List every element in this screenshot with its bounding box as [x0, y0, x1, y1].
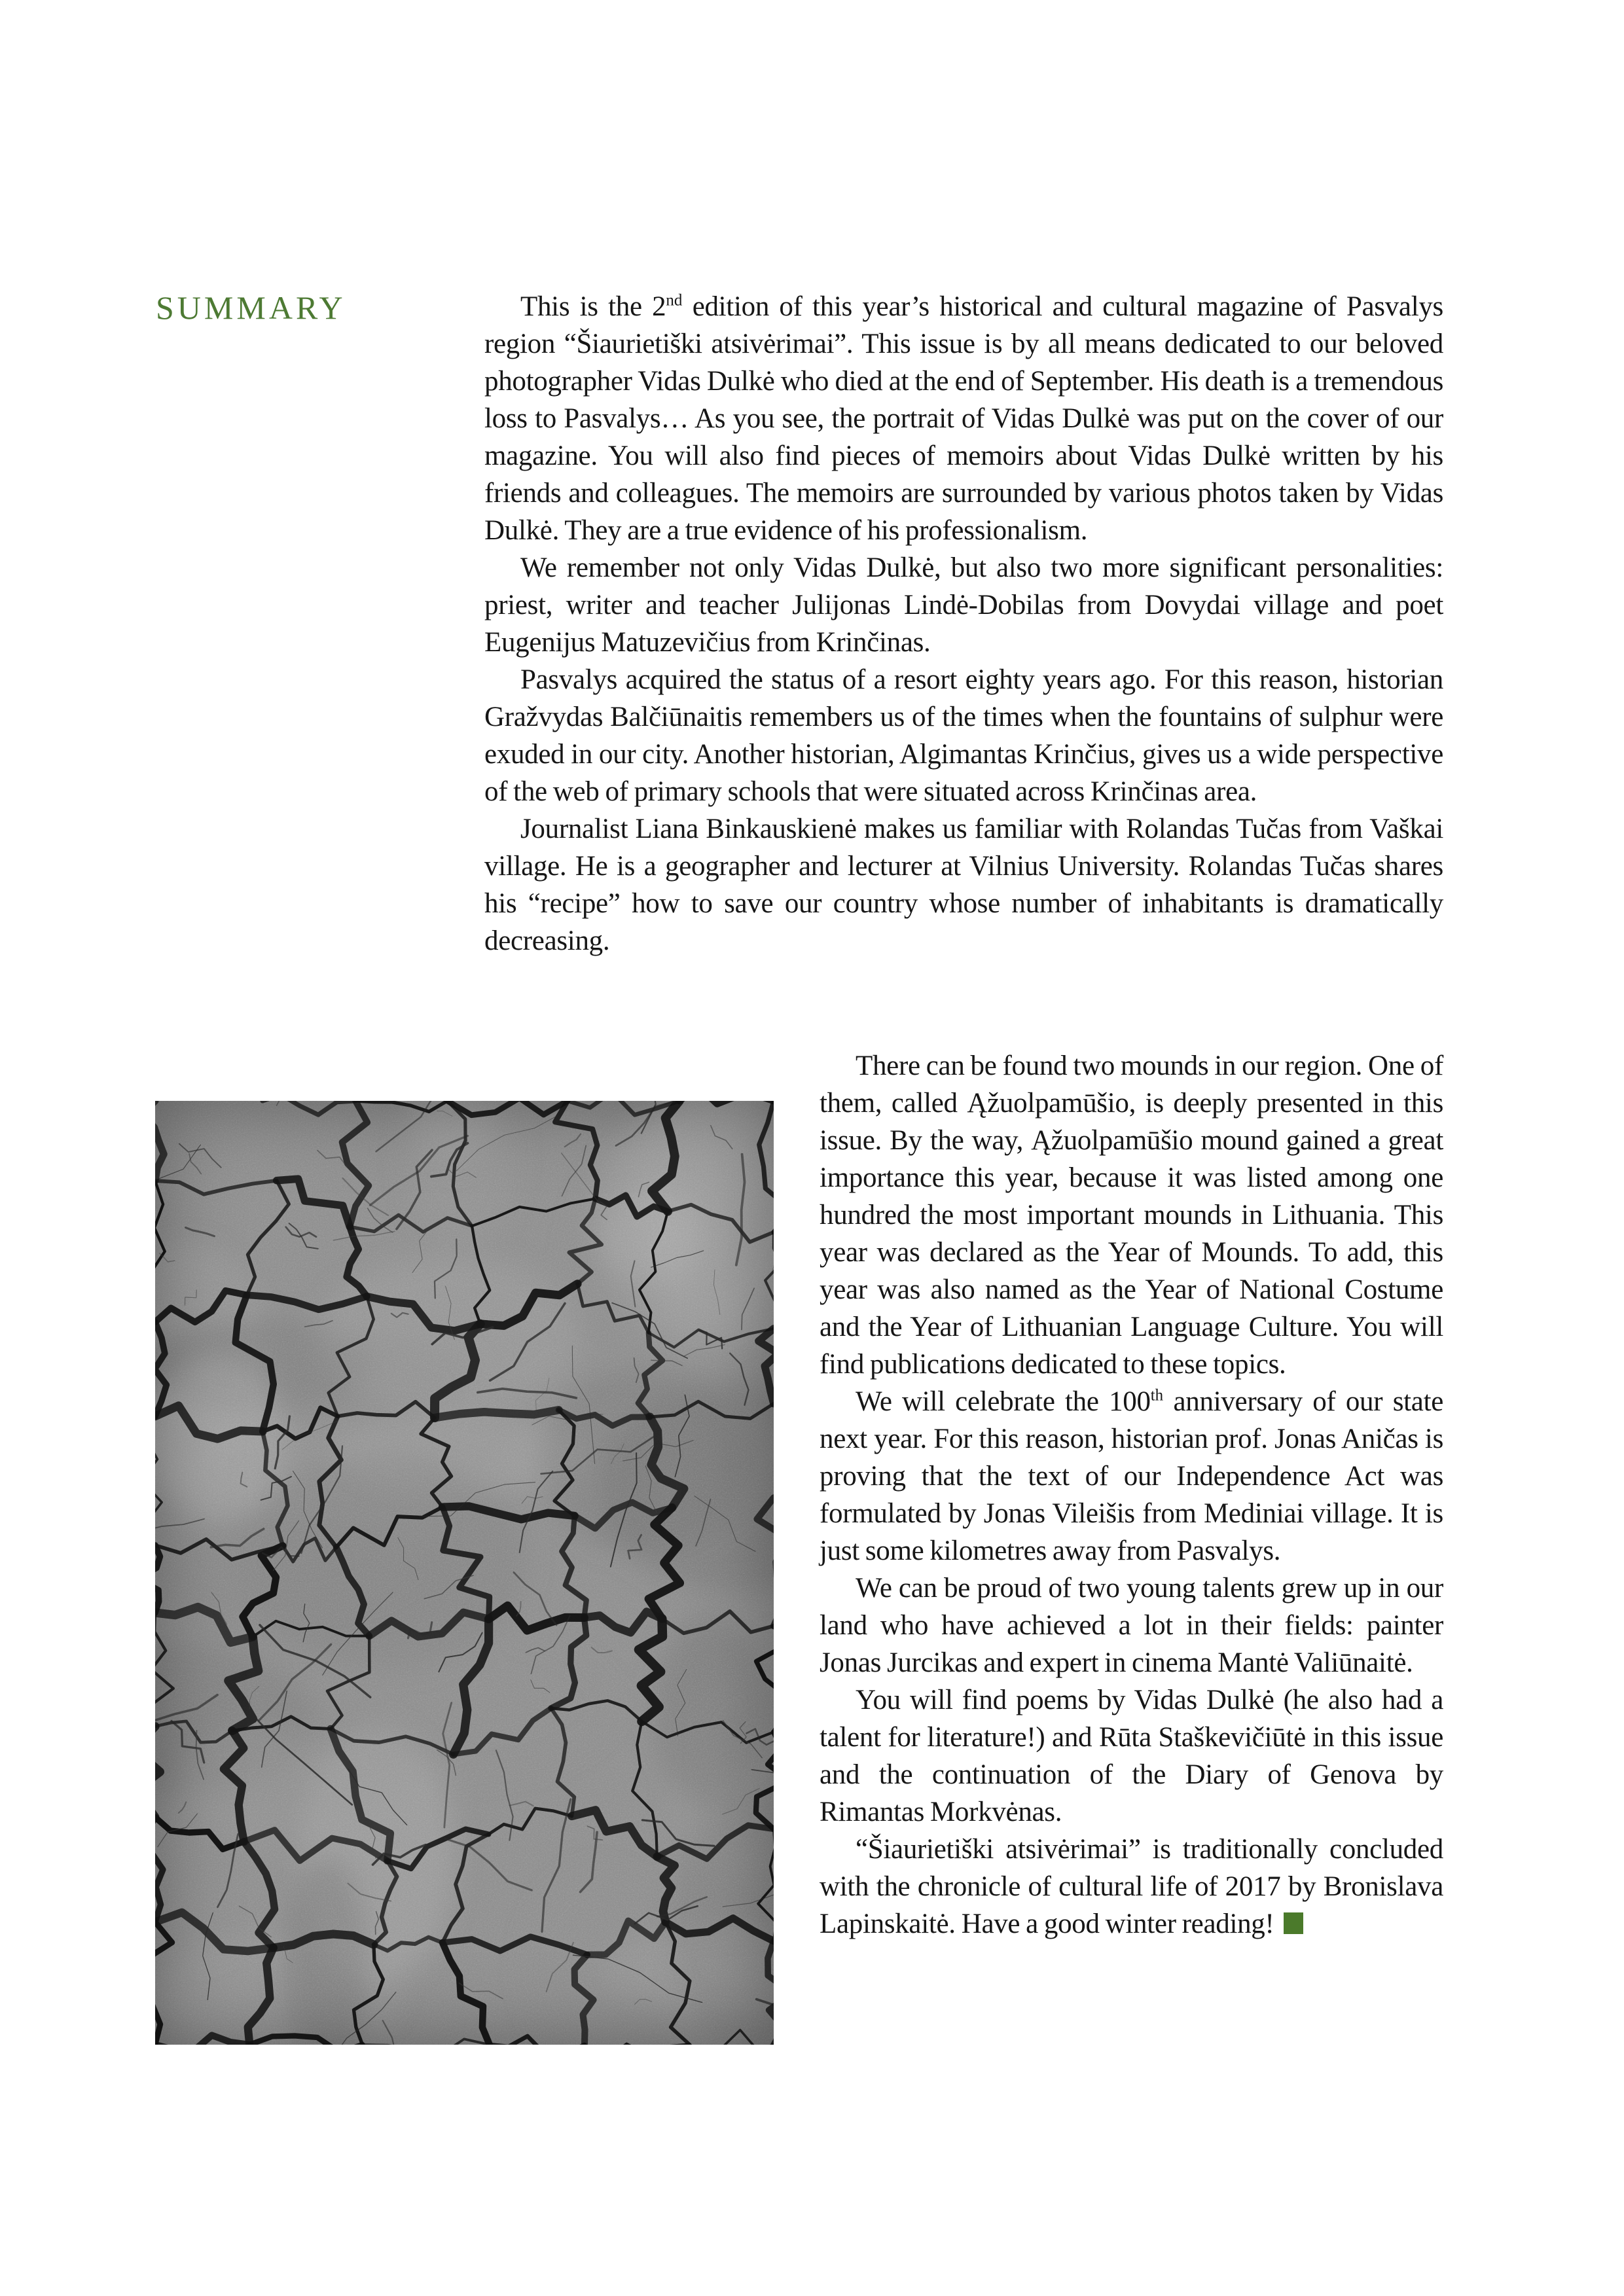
end-mark-square [1284, 1912, 1303, 1934]
article-side-column [820, 1047, 1443, 1943]
superscript-ordinal: th [1150, 1386, 1164, 1405]
text-run: “Šiaurietiški atsivėrimai” is traditionally concluded with the chronicle of cultural life of 2017 by Bronislava Lapinskaitė. Have a good winter reading! [820, 1834, 1443, 1939]
paragraph-2: We remember not only Vidas Dulkė, but also two more significant personalities: priest, writer and teacher Julijonas Lindė-Dobilas from Dovydai village and poet Eugenijus Matuzevičius from Krinčinas. [484, 552, 1443, 658]
paragraph-7: We can be proud of two young talents grew up in our land who have achieved a lot in their fields: painter Jonas Jurcikas and expert in cinema Mantė Valiūnaitė. [820, 1573, 1443, 1678]
cracked-earth-photo [155, 1101, 774, 2045]
text-run: edition of this year’s historical and cultural magazine of Pasvalys region “Šiaurietiški atsivėrimai”. This issue is by all means dedicated to our beloved photographer Vidas Dulkė who died at the end of September. His death is a tremendous loss to Pasvalys… As you see, the portrait of Vidas Dulkė was put on the cover of our magazine. You will also find pieces of memoirs about Vidas Dulkė written by his friends and colleagues. The memoirs are surrounded by various photos taken by Vidas Dulkė. They are a true evidence of his professionalism. [484, 291, 1443, 546]
superscript-ordinal: nd [666, 291, 683, 310]
paragraph-5: There can be found two mounds in our region. One of them, called Ąžuolpamūšio, is deeply presented in this issue. By the way, Ąžuolpamūšio mound gained a great importance this year, because it was listed among one hundred the most important mounds in Lithuania. This year was declared as the Year of Mounds. To add, this year was also named as the Year of National Costume and the Year of Lithuanian Language Culture. You will find publications dedicated to these topics. [820, 1050, 1443, 1380]
cracked-earth-illustration [155, 1101, 774, 2045]
text-run: anniversary of our state next year. For this reason, historian prof. Jonas Aničas is proving that the text of our Independence Act was formulated by Jonas Vileišis from Mediniai village. It is just some kilometres away from Pasvalys. [820, 1386, 1443, 1566]
paragraph-3: Pasvalys acquired the status of a resort eighty years ago. For this reason, historian Gražvydas Balčiūnaitis remembers us of the times when the fountains of sulphur were exuded in our city. Another historian, Algimantas Krinčius, gives us a wide perspective of the web of primary schools that were situated across Krinčinas area. [484, 664, 1443, 807]
text-run: We will celebrate the 100 [856, 1386, 1151, 1417]
text-run: This is the 2 [520, 291, 666, 322]
article-intro-column [484, 288, 1443, 960]
paragraph-4: Journalist Liana Binkauskienė makes us familiar with Rolandas Tučas from Vaškai village. He is a geographer and lecturer at Vilnius University. Rolandas Tučas shares his “recipe” how to save our country whose number of inhabitants is dramatically decreasing. [484, 814, 1443, 956]
paragraph-9 [820, 1831, 1443, 1943]
summary-heading: SUMMARY [156, 289, 346, 326]
photo-grain [155, 1101, 774, 2045]
paragraph-6 [820, 1383, 1443, 1570]
paragraph-8: You will find poems by Vidas Dulkė (he also had a talent for literature!) and Rūta Staškevičiūtė in this issue and the continuation of the Diary of Genova by Rimantas Morkvėnas. [820, 1685, 1443, 1827]
paragraph-1 [484, 288, 1443, 549]
